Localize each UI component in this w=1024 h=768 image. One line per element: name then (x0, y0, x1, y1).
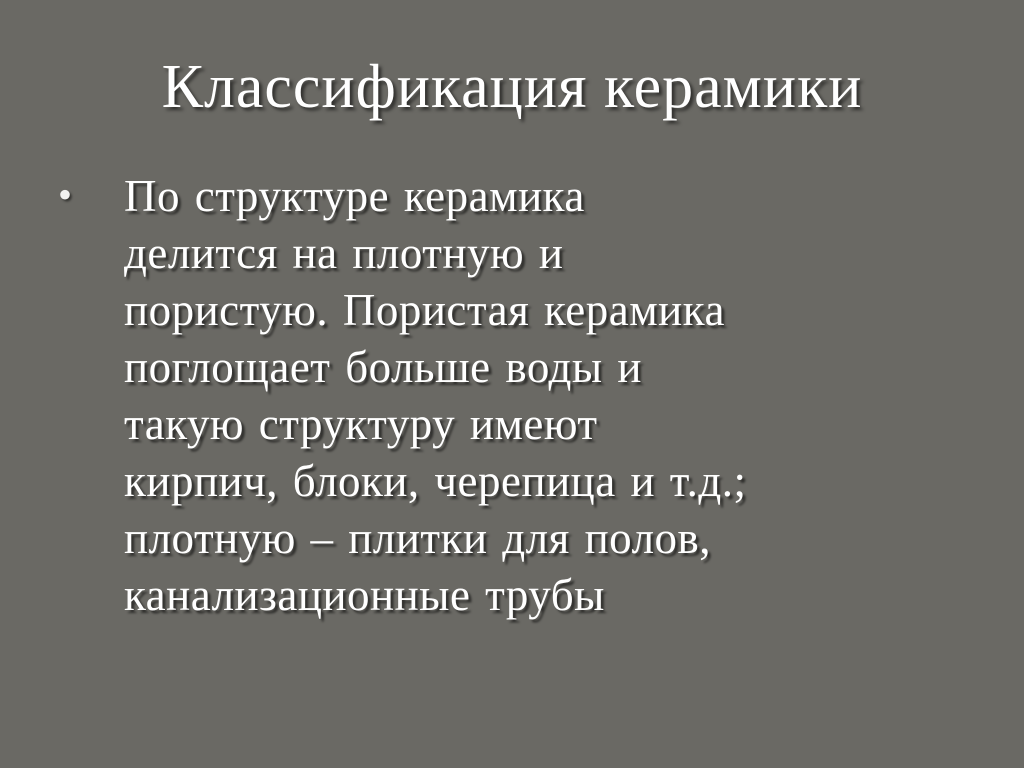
bullet-text-line: поглощает больше воды и (124, 342, 642, 392)
bullet-text-line: делится на плотную и (124, 228, 564, 278)
bullet-text-line: пористую. Пористая керамика (124, 285, 725, 335)
bullet-text-line: кирпич, блоки, черепица и т.д.; (124, 456, 747, 506)
bullet-text-line: плотную – плитки для полов, (124, 513, 712, 563)
bullet-text-block (124, 168, 746, 624)
slide-title: Классификация керамики (161, 53, 863, 121)
bullet-marker-icon: • (58, 172, 73, 217)
bullet-text-line: такую структуру имеют (124, 399, 598, 449)
bullet-item (58, 168, 746, 624)
bullet-text-line: канализационные трубы (124, 570, 605, 620)
bullet-text-line: По структуре керамика (124, 171, 585, 221)
